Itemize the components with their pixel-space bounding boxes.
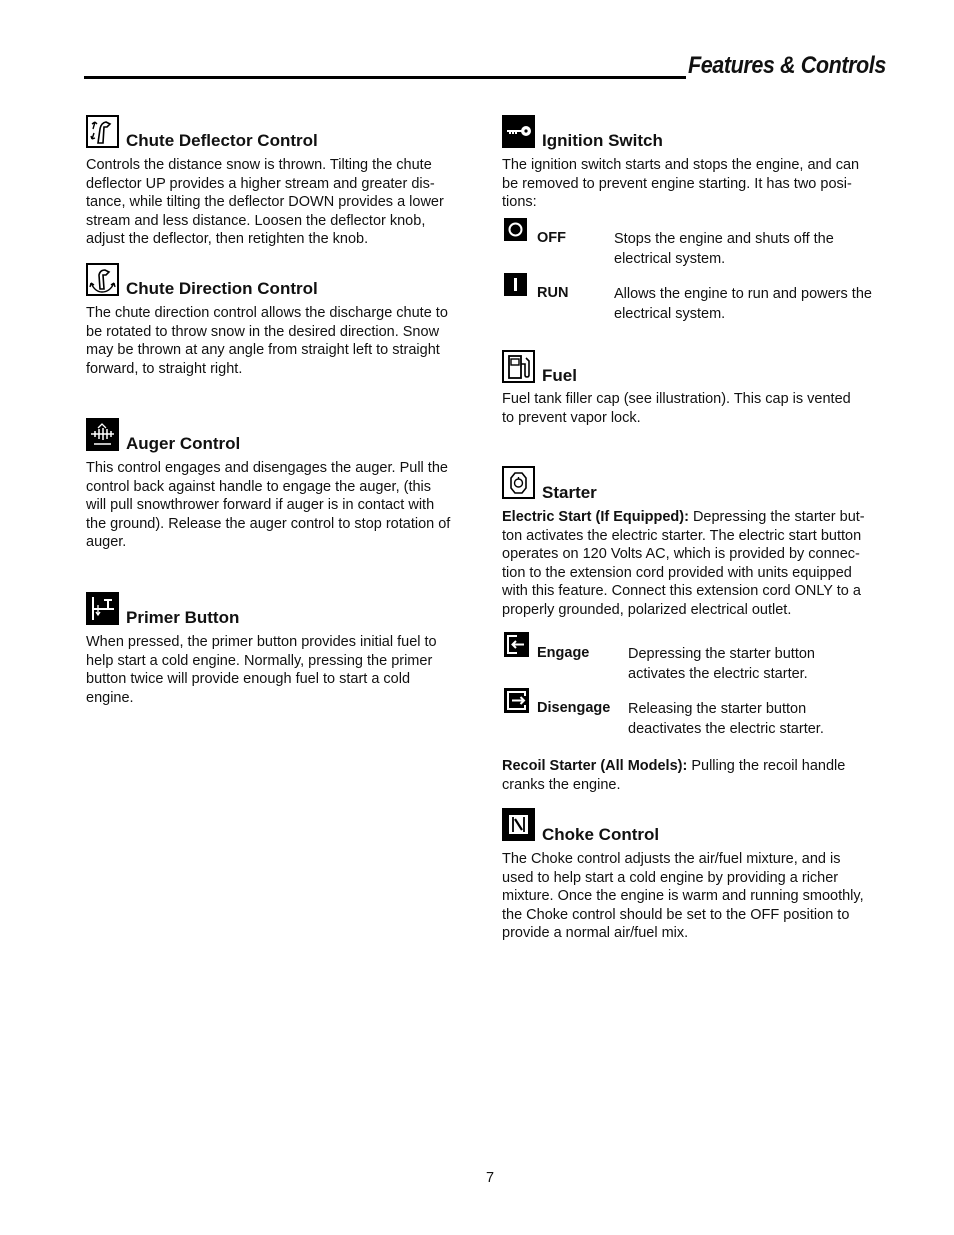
- chute-deflector-icon: [86, 115, 119, 148]
- disengage-icon: [504, 688, 529, 713]
- disengage-label: Disengage: [537, 700, 611, 716]
- page-number: 7: [486, 1170, 495, 1186]
- auger-icon: [86, 418, 119, 451]
- off-icon: [504, 218, 527, 241]
- ignition-title: Ignition Switch: [542, 131, 663, 150]
- recoil-starter-label: Recoil Starter (All Models):: [502, 758, 688, 774]
- choke-title: Choke Control: [542, 825, 660, 844]
- primer-title: Primer Button: [126, 608, 240, 627]
- chute-deflector-body: Controls the distance snow is thrown. Tilting the chute deflector UP provides a higher stream and greater dis- tance, while tilting the deflector DOWN provides a lower stream and less distance. Loosen the deflector knob, adjust the deflector, then retighten the knob.: [86, 157, 444, 248]
- run-label: RUN: [537, 285, 569, 301]
- engage-icon: [504, 632, 529, 657]
- starter-title: Starter: [542, 483, 597, 502]
- recoil-starter-body: Recoil Starter (All Models): Pulling the recoil handle cranks the engine.: [502, 758, 846, 793]
- chute-direction-body: The chute direction control allows the discharge chute to be rotated to throw snow in the desired direction. Snow may be thrown at any angle from straight left to straight forward, to straight right.: [86, 305, 448, 377]
- starter-electric-body: Electric Start (If Equipped): Depressing the starter but- ton activates the electric starter. The electric start button operates on 120 Volts AC, which is provided by connec- tion to the extension cord provided with units equipped with this feature. Connect this extension cord ONLY to a properly grounded, polarized electrical outlet.: [502, 509, 865, 618]
- chute-deflector-title: Chute Deflector Control: [126, 131, 318, 150]
- run-description: Allows the engine to run and powers the electrical system.: [614, 286, 872, 322]
- auger-body: This control engages and disengages the auger. Pull the control back against handle to engage the auger, (this will pull snowthrower forward if auger is in contact with the ground). Release the auger control to stop rotation of auger.: [86, 460, 451, 551]
- page-title: Features & Controls: [688, 52, 886, 79]
- chute-direction-icon: [86, 263, 119, 296]
- ignition-body: The ignition switch starts and stops the engine, and can be removed to prevent engine starting. It has two posi- tions:: [502, 157, 860, 211]
- engage-label: Engage: [537, 645, 590, 661]
- auger-title: Auger Control: [126, 434, 241, 453]
- primer-icon: [86, 592, 119, 625]
- fuel-pump-icon: [502, 350, 535, 383]
- disengage-description: Releasing the starter button deactivates the electric starter.: [628, 701, 824, 737]
- choke-icon: [502, 808, 535, 841]
- electric-start-label: Electric Start (If Equipped):: [502, 509, 689, 525]
- primer-body: When pressed, the primer button provides initial fuel to help start a cold engine. Normally, pressing the primer button twice will provide enough fuel to start a cold engine.: [86, 634, 437, 706]
- engage-description: Depressing the starter button activates the electric starter.: [628, 646, 815, 682]
- fuel-body: Fuel tank filler cap (see illustration). This cap is vented to prevent vapor lock.: [502, 391, 851, 426]
- fuel-title: Fuel: [542, 366, 577, 385]
- header-rule: [84, 76, 686, 79]
- run-icon: [504, 273, 527, 296]
- off-description: Stops the engine and shuts off the electrical system.: [614, 231, 834, 267]
- choke-body: The Choke control adjusts the air/fuel mixture, and is used to help start a cold engine by providing a richer mixture. Once the engine is warm and running smoothly, the Choke control should be set to the OFF position to provide a normal air/fuel mix.: [502, 851, 864, 942]
- ignition-key-icon: [502, 115, 535, 148]
- starter-icon: [502, 466, 535, 499]
- off-label: OFF: [537, 230, 566, 246]
- chute-direction-title: Chute Direction Control: [126, 279, 318, 298]
